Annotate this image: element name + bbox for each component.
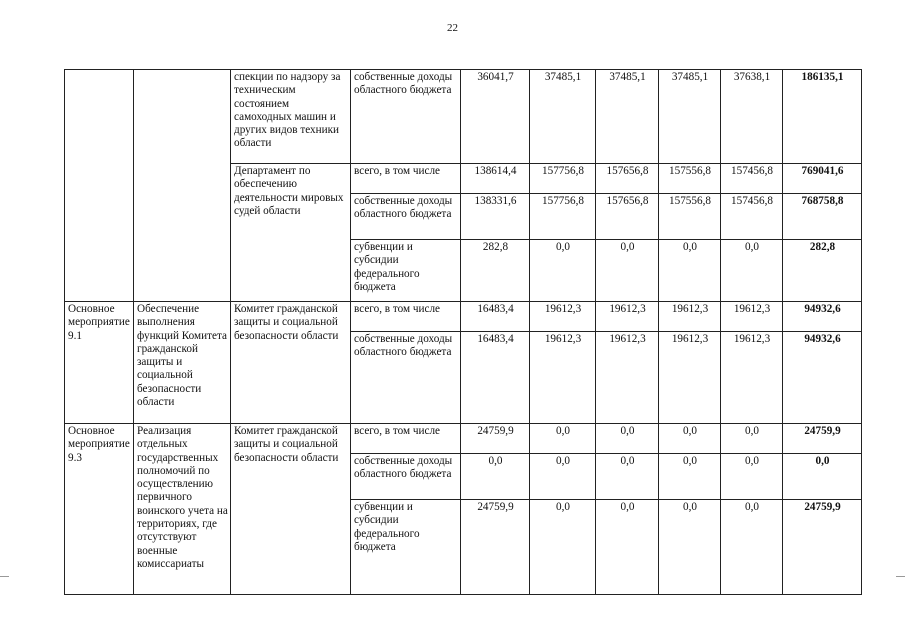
value-cell: 19612,3: [721, 302, 783, 332]
measure-cell: Основное мероприятие 9.3: [65, 424, 134, 595]
value-cell: 0,0: [596, 240, 659, 302]
table-row: [65, 424, 862, 454]
page-number: 22: [447, 22, 458, 34]
value-cell: 0,0: [530, 454, 596, 500]
value-cell: 36041,7: [461, 70, 530, 164]
value-cell: 19612,3: [659, 332, 721, 424]
description-cell: [134, 70, 231, 302]
value-cell: 19612,3: [659, 302, 721, 332]
total-cell: 24759,9: [783, 424, 862, 454]
value-cell: 0,0: [530, 240, 596, 302]
value-cell: 0,0: [659, 454, 721, 500]
executor-cell: Комитет гражданской защиты и социальной безопасности области: [231, 424, 351, 595]
source-cell: собственные доходы областного бюджета: [351, 194, 461, 240]
value-cell: 157656,8: [596, 164, 659, 194]
executor-cell: спекции по надзору за техническим состоянием самоходных машин и других видов техники области: [231, 70, 351, 164]
budget-table: [64, 69, 862, 595]
value-cell: 0,0: [659, 500, 721, 595]
value-cell: 16483,4: [461, 302, 530, 332]
table-row: [65, 302, 862, 332]
right-edge-mark: [896, 576, 905, 577]
total-cell: 94932,6: [783, 302, 862, 332]
value-cell: 37485,1: [596, 70, 659, 164]
source-cell: субвенции и субсидии федерального бюджета: [351, 240, 461, 302]
value-cell: 0,0: [596, 424, 659, 454]
executor-cell: Департамент по обеспечению деятельности мировых судей области: [231, 164, 351, 302]
source-cell: собственные доходы областного бюджета: [351, 332, 461, 424]
value-cell: 138614,4: [461, 164, 530, 194]
value-cell: 157556,8: [659, 164, 721, 194]
source-cell: всего, в том числе: [351, 424, 461, 454]
source-cell: собственные доходы областного бюджета: [351, 70, 461, 164]
table-row: [65, 70, 862, 164]
total-cell: 24759,9: [783, 500, 862, 595]
source-cell: всего, в том числе: [351, 302, 461, 332]
value-cell: 0,0: [721, 454, 783, 500]
total-cell: 186135,1: [783, 70, 862, 164]
value-cell: 37485,1: [659, 70, 721, 164]
value-cell: 157556,8: [659, 194, 721, 240]
measure-cell: Основное мероприятие 9.1: [65, 302, 134, 424]
left-edge-mark: [0, 576, 9, 577]
source-cell: собственные доходы областного бюджета: [351, 454, 461, 500]
value-cell: 0,0: [721, 500, 783, 595]
value-cell: 138331,6: [461, 194, 530, 240]
value-cell: 16483,4: [461, 332, 530, 424]
value-cell: 0,0: [721, 424, 783, 454]
value-cell: 19612,3: [596, 332, 659, 424]
measure-cell: [65, 70, 134, 302]
value-cell: 0,0: [596, 500, 659, 595]
description-cell: Реализация отдельных государственных полномочий по осуществлению первичного воинского учета на территориях, где отсутствуют военные комиссариаты: [134, 424, 231, 595]
total-cell: 94932,6: [783, 332, 862, 424]
total-cell: 768758,8: [783, 194, 862, 240]
value-cell: 157456,8: [721, 194, 783, 240]
description-cell: Обеспечение выполнения функций Комитета гражданской защиты и социальной безопасности области: [134, 302, 231, 424]
total-cell: 0,0: [783, 454, 862, 500]
value-cell: 24759,9: [461, 500, 530, 595]
value-cell: 157756,8: [530, 164, 596, 194]
source-cell: всего, в том числе: [351, 164, 461, 194]
value-cell: 157756,8: [530, 194, 596, 240]
value-cell: 282,8: [461, 240, 530, 302]
value-cell: 157656,8: [596, 194, 659, 240]
source-cell: субвенции и субсидии федерального бюджета: [351, 500, 461, 595]
value-cell: 0,0: [596, 454, 659, 500]
value-cell: 157456,8: [721, 164, 783, 194]
total-cell: 769041,6: [783, 164, 862, 194]
value-cell: 19612,3: [596, 302, 659, 332]
value-cell: 0,0: [461, 454, 530, 500]
value-cell: 37485,1: [530, 70, 596, 164]
value-cell: 0,0: [530, 500, 596, 595]
value-cell: 24759,9: [461, 424, 530, 454]
executor-cell: Комитет гражданской защиты и социальной безопасности области: [231, 302, 351, 424]
value-cell: 19612,3: [721, 332, 783, 424]
value-cell: 0,0: [530, 424, 596, 454]
value-cell: 19612,3: [530, 302, 596, 332]
value-cell: 19612,3: [530, 332, 596, 424]
value-cell: 0,0: [659, 240, 721, 302]
total-cell: 282,8: [783, 240, 862, 302]
value-cell: 37638,1: [721, 70, 783, 164]
value-cell: 0,0: [659, 424, 721, 454]
value-cell: 0,0: [721, 240, 783, 302]
